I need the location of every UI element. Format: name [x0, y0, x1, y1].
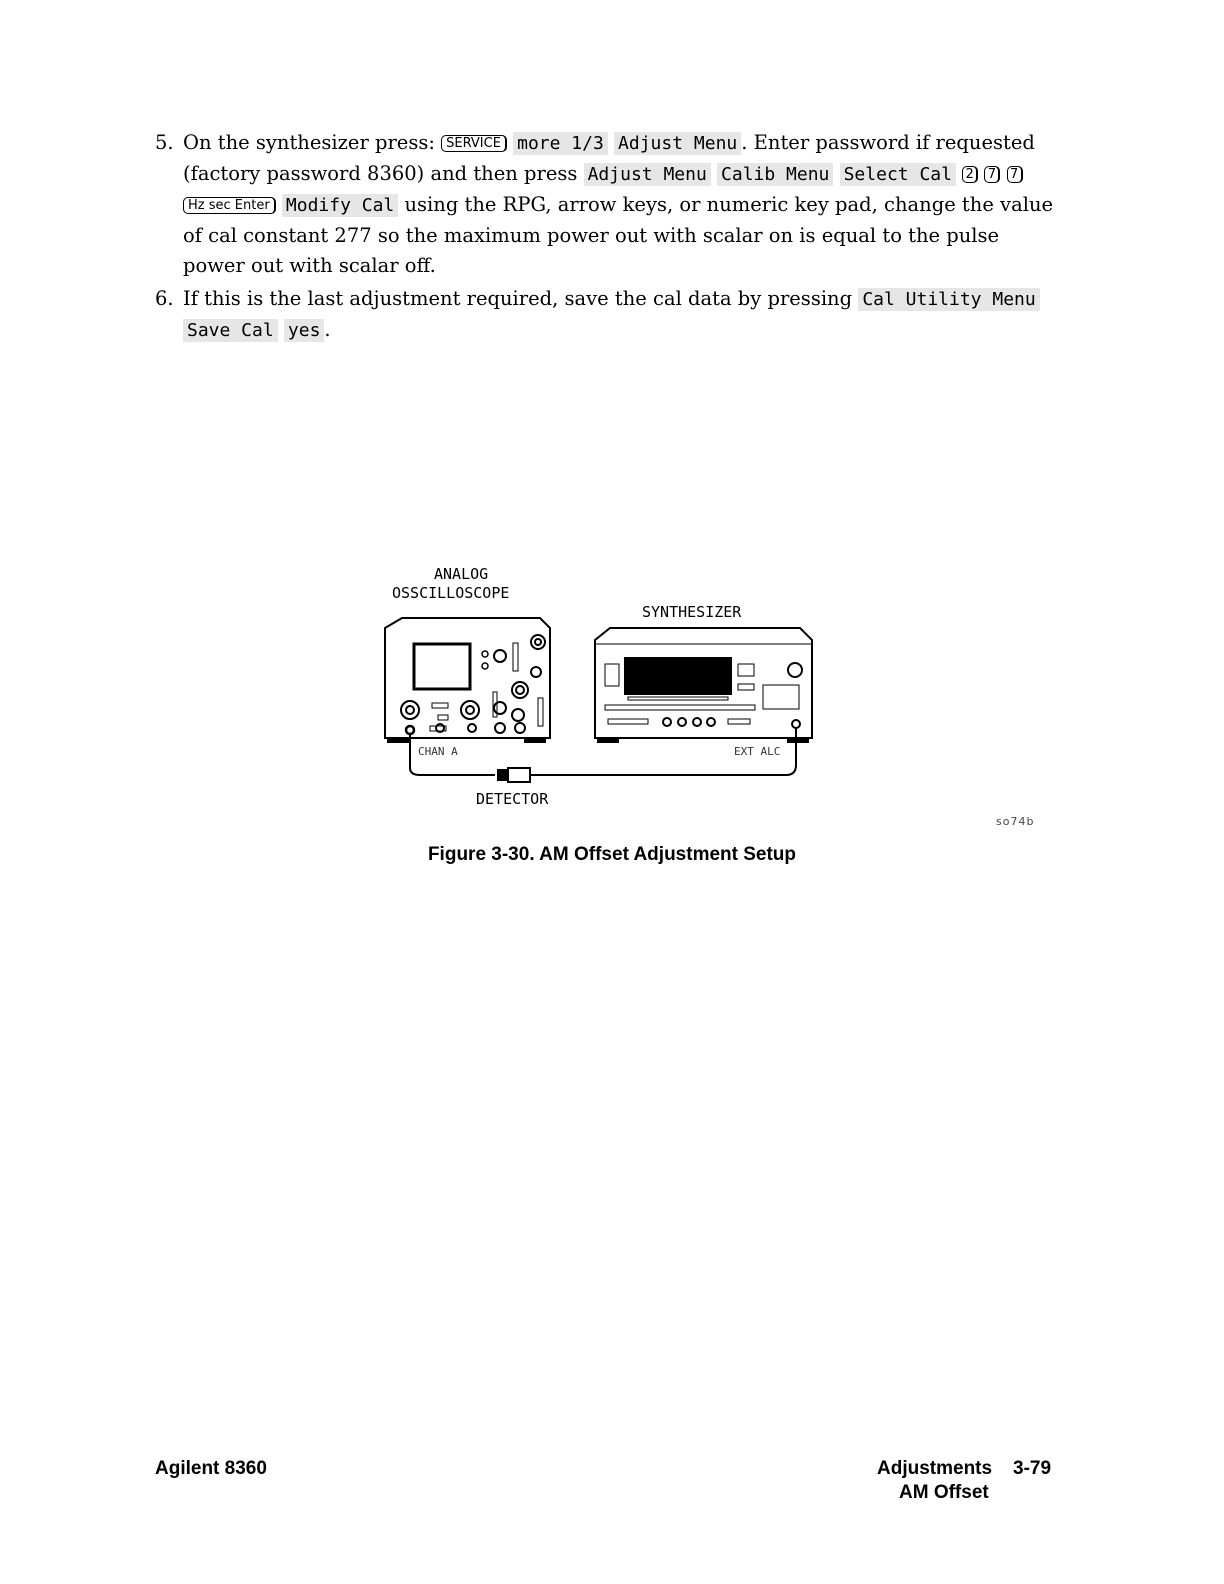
step-text	[183, 284, 1055, 346]
setup-figure	[380, 560, 820, 820]
text: . Enter password if requested (factory password 8360) and then press	[183, 131, 1035, 185]
service-key: SERVICE	[441, 135, 507, 152]
ext-alc-connector	[792, 720, 800, 728]
figure-code: so74b	[996, 815, 1035, 828]
ext-alc-label: EXT ALC	[734, 745, 781, 758]
chan-a-connector	[406, 726, 414, 734]
step-5	[155, 128, 1055, 281]
adjust-menu-softkey: Adjust Menu	[614, 132, 741, 155]
footer-section: Adjustments	[877, 1458, 993, 1479]
adjust-menu-softkey: Adjust Menu	[584, 163, 711, 186]
oscilloscope-label: ANALOG	[434, 565, 489, 583]
step-number: 6.	[155, 287, 174, 310]
footer-subsection: AM Offset	[899, 1482, 989, 1503]
oscilloscope-outline	[385, 618, 550, 738]
text: If this is the last adjustment required, save the cal data by pressing	[183, 287, 859, 310]
select-cal-softkey: Select Cal	[840, 163, 956, 186]
more-softkey: more 1/3	[513, 132, 608, 155]
figure-caption: Figure 3-30. AM Offset Adjustment Setup	[427, 844, 797, 865]
footer-page-number: 3-79	[1013, 1458, 1052, 1479]
yes-softkey: yes	[284, 319, 325, 342]
oscilloscope-screen	[414, 644, 470, 689]
oscilloscope-label: OSSCILLOSCOPE	[392, 584, 510, 602]
step-6	[155, 284, 1055, 346]
calib-menu-softkey: Calib Menu	[717, 163, 833, 186]
save-cal-softkey: Save Cal	[183, 319, 278, 342]
enter-key: Hz sec Enter	[183, 197, 276, 214]
digit-key-2: 2	[962, 166, 978, 183]
step-number: 5.	[155, 131, 174, 154]
detector-icon	[498, 770, 508, 780]
synthesizer-label: SYNTHESIZER	[642, 603, 742, 621]
digit-key-7: 7	[1007, 166, 1023, 183]
digit-key-7: 7	[984, 166, 1000, 183]
text: .	[324, 318, 331, 341]
cal-utility-softkey: Cal Utility Menu	[858, 288, 1039, 311]
footer-product: Agilent 8360	[155, 1458, 267, 1479]
text: On the synthesizer press:	[183, 131, 442, 154]
step-text	[183, 128, 1055, 281]
chan-a-label: CHAN A	[418, 745, 458, 758]
synthesizer-display	[625, 658, 731, 694]
text: using the RPG, arrow keys, or numeric key pad, change the value of cal constant 277 so the maximum power out with scalar on is equal to the pulse power out with scalar off.	[183, 193, 1054, 277]
modify-cal-softkey: Modify Cal	[282, 194, 398, 217]
detector-label: DETECTOR	[476, 790, 549, 808]
